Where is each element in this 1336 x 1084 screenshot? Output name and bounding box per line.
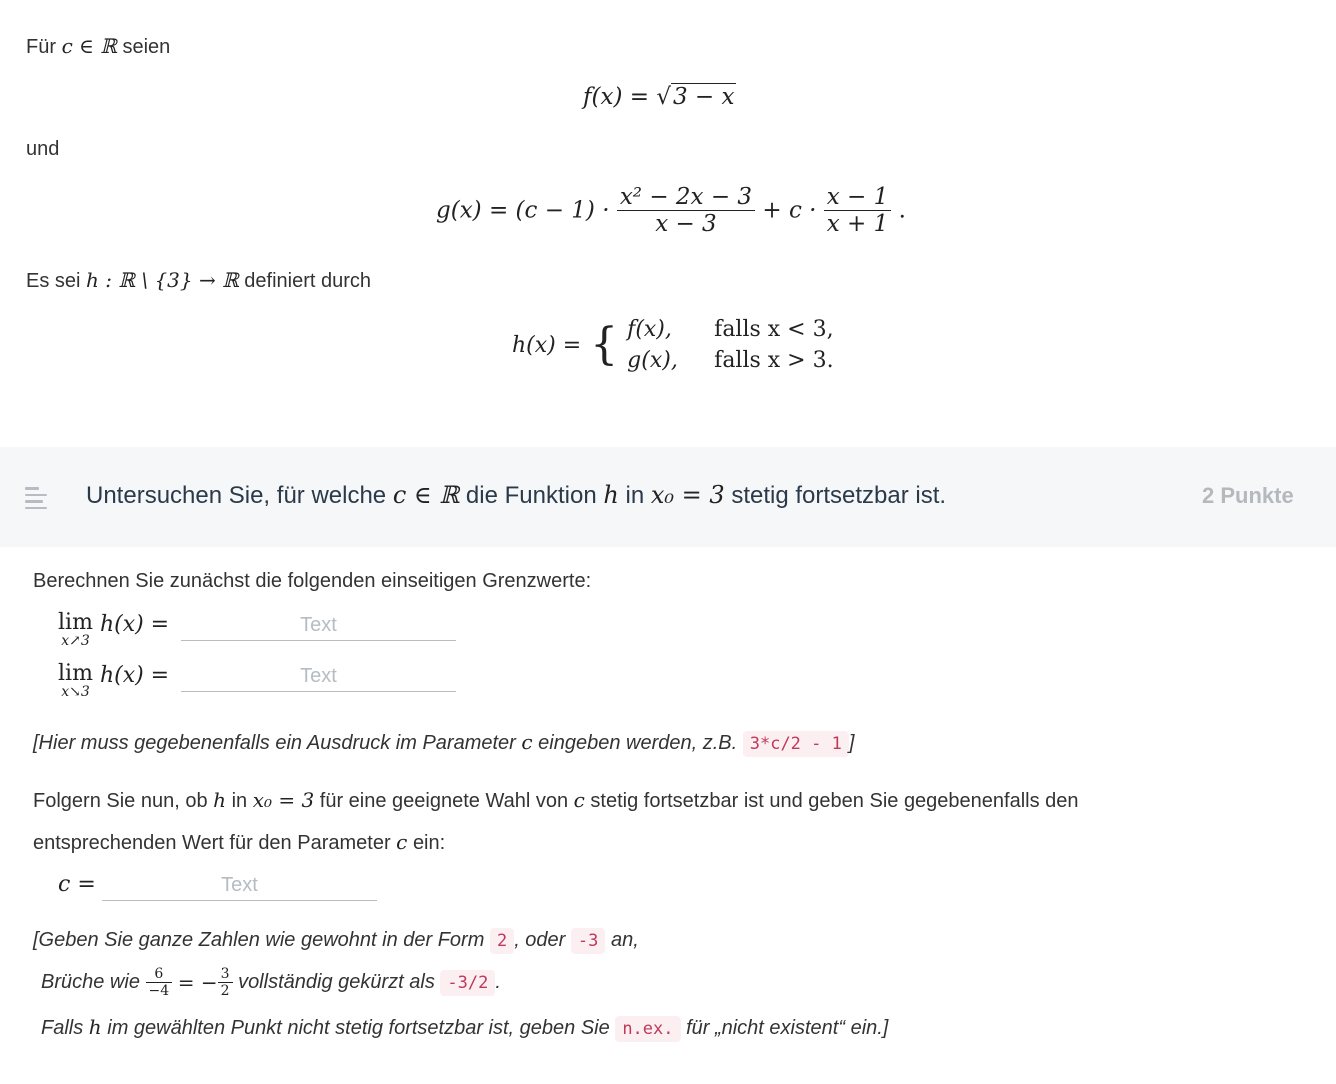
lim-right-op — [58, 663, 93, 699]
g-frac2 — [824, 184, 892, 237]
intro-text: Für — [26, 36, 56, 58]
calc-intro: Berechnen Sie zunächst die folgenden einseitigen Grenzwerte: — [33, 570, 592, 592]
hint2-code-frac: -3/2 — [440, 970, 495, 996]
case1-cond: falls x < 3, — [714, 317, 834, 342]
limit-right — [58, 663, 169, 699]
h-lhs: h(x) = — [512, 332, 582, 358]
intro-line1 — [26, 34, 170, 59]
task-math-c: c ∈ ℝ — [392, 481, 460, 509]
limit-left-input[interactable]: Text — [181, 610, 456, 641]
conclude-line1 — [33, 788, 1079, 813]
lim-word: lim — [58, 610, 93, 635]
g-end: . — [898, 197, 906, 224]
h-def-prefix: Es sei — [26, 270, 81, 292]
formula-g — [436, 184, 906, 237]
lim-word: lim — [58, 661, 93, 686]
hint2-frac1 — [146, 966, 173, 999]
hint2-prefix: [Geben Sie ganze Zahlen wie gewohnt in der Form — [33, 929, 485, 951]
f-radicand: 3 − x — [672, 84, 735, 110]
c-label: c = — [58, 872, 96, 897]
task-title-mid2: in — [625, 482, 645, 509]
c-value-input[interactable]: Text — [102, 870, 377, 901]
hint2-frac2-den: 2 — [218, 982, 233, 999]
case-row-2 — [627, 345, 833, 376]
task-title — [86, 481, 946, 510]
math-c-in-r: c ∈ ℝ — [61, 34, 117, 58]
h-def-suffix: definiert durch — [244, 270, 372, 292]
drag-handle-icon[interactable] — [25, 487, 47, 509]
case2-val: g(x), — [627, 348, 678, 373]
conclude-math-c: c — [573, 788, 585, 812]
case2-cond: falls x > 3. — [714, 348, 834, 373]
points-badge: 2 Punkte — [1202, 483, 1294, 508]
case1-val: f(x), — [627, 317, 672, 342]
hint2-line2-prefix: Brüche wie — [41, 971, 140, 993]
conclude-line2-suffix: ein: — [412, 832, 446, 854]
task-math-x0: x₀ = 3 — [650, 481, 725, 509]
conclude-mid1: in — [231, 790, 248, 812]
hint2-frac2-num: 3 — [220, 966, 230, 982]
conclude-mid2: für eine geeignete Wahl von — [319, 790, 569, 812]
limit-left — [58, 612, 169, 648]
hint2-line2-end: . — [495, 971, 501, 993]
h-def-line — [26, 268, 371, 293]
conclude-line2 — [33, 830, 445, 855]
conclude-line2-prefix: entsprechenden Wert für den Parameter — [33, 832, 391, 854]
g-frac1-num: x² − 2x − 3 — [619, 184, 753, 210]
hint2-line3-suffix: für „nicht existent“ ein.] — [686, 1017, 889, 1039]
f-lhs: f(x) = — [583, 84, 650, 110]
hint2-line3-prefix: Falls — [41, 1017, 84, 1039]
lim-left-expr: h(x) = — [99, 612, 170, 637]
conclude-prefix: Folgern Sie nun, ob — [33, 790, 208, 812]
und-text: und — [26, 138, 60, 160]
limit-right-input[interactable]: Text — [181, 661, 456, 692]
hint2-suffix: an, — [610, 929, 639, 951]
hint1-prefix: [Hier muss gegebenenfalls ein Ausdruck im Parameter — [33, 732, 516, 754]
g-frac1 — [617, 184, 755, 237]
lim-right-sub: x↘3 — [61, 684, 90, 700]
conclude-line2-math: c — [396, 830, 408, 854]
lim-right-expr: h(x) = — [99, 663, 170, 688]
g-frac2-num: x − 1 — [826, 184, 889, 210]
task-title-suffix: stetig fortsetzbar ist. — [731, 482, 947, 509]
hint2-frac1-den: −4 — [146, 982, 173, 999]
hint1-code: 3*c/2 - 1 — [743, 731, 849, 757]
sqrt-symbol: √ — [656, 84, 671, 110]
lim-left-op — [58, 612, 93, 648]
hint2-frac2 — [218, 966, 233, 999]
hint2-line2-mid: vollständig gekürzt als — [238, 971, 435, 993]
h-def-math: h : ℝ \ {3} → ℝ — [86, 268, 239, 292]
hint-format-line1 — [33, 929, 639, 952]
hint-format-line3 — [41, 1015, 888, 1040]
conclude-suffix: stetig fortsetzbar ist und geben Sie gegebenenfalls den — [590, 790, 1079, 812]
hint1-math: c — [521, 730, 533, 754]
g-frac2-den: x + 1 — [824, 210, 892, 237]
hint1-end: ] — [848, 732, 855, 754]
lim-left-sub: x↗3 — [61, 633, 90, 649]
hint2-frac1-num: 6 — [154, 966, 164, 982]
hint2-line3-math: h — [88, 1015, 102, 1039]
hint-expression — [33, 730, 854, 755]
task-title-prefix: Untersuchen Sie, für welche — [86, 482, 387, 509]
cases — [627, 314, 833, 376]
hint2-line3-mid: im gewählten Punkt nicht stetig fortsetzbar ist, geben Sie — [107, 1017, 610, 1039]
hint2-mid: , oder — [514, 929, 566, 951]
task-math-h: h — [603, 481, 619, 509]
hint1-suffix: eingeben werden, z.B. — [538, 732, 738, 754]
hint2-code-neg3: -3 — [571, 928, 605, 954]
formula-f — [583, 84, 736, 110]
conclude-math-h: h — [213, 788, 227, 812]
g-mid: + c · — [762, 197, 817, 224]
conclude-math-x0: x₀ = 3 — [252, 788, 315, 812]
g-lhs: g(x) = (c − 1) · — [436, 197, 610, 224]
hint2-code-nex: n.ex. — [615, 1016, 680, 1042]
intro-text: seien — [122, 36, 171, 58]
g-frac1-den: x − 3 — [617, 210, 755, 237]
hint2-eq: = − — [177, 970, 218, 995]
task-title-mid1: die Funktion — [465, 482, 597, 509]
case-row-1 — [627, 314, 833, 345]
hint-format-line2 — [41, 966, 501, 999]
formula-h — [512, 314, 834, 376]
case-brace: { — [590, 319, 619, 370]
hint2-code-2: 2 — [490, 928, 514, 954]
